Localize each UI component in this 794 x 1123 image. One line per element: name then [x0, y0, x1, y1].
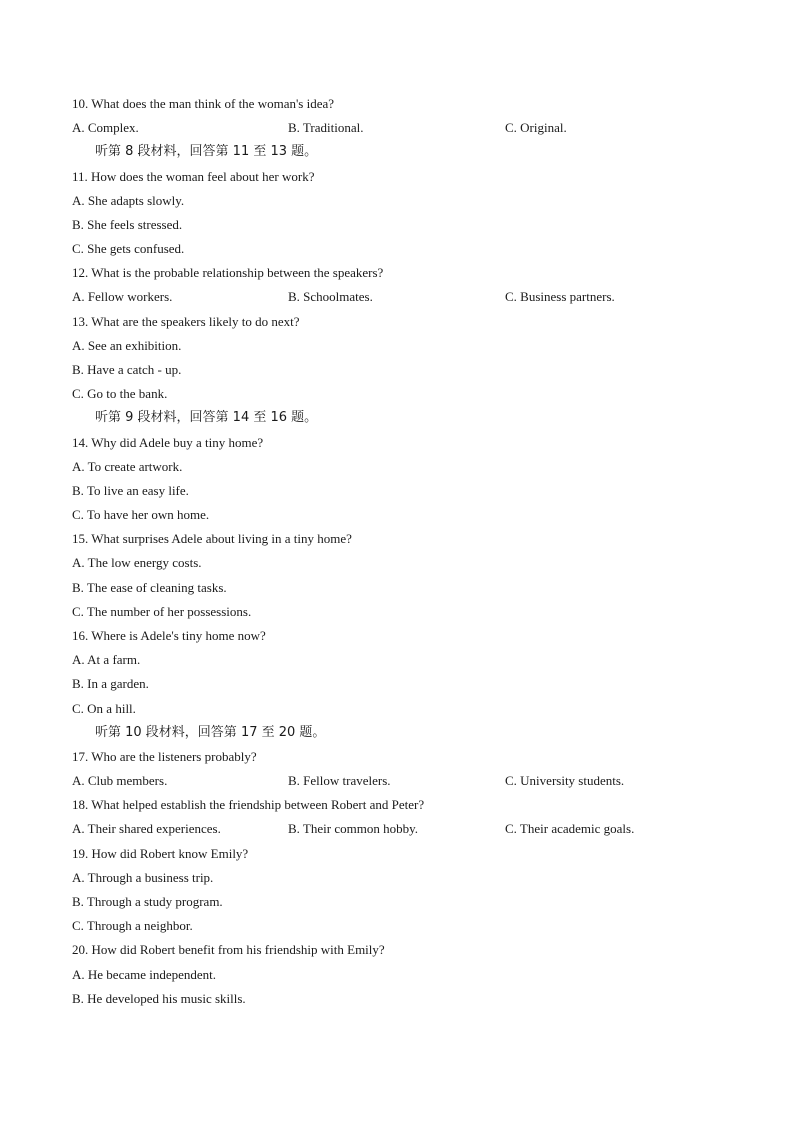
answer-option: A. See an exhibition. — [72, 337, 182, 353]
answer-option: C. To have her own home. — [72, 507, 210, 523]
question-text: 17. Who are the listeners probably? — [72, 748, 257, 764]
answer-option: B. In a garden. — [72, 676, 149, 692]
answer-option: B. Fellow travelers. — [288, 773, 391, 788]
question-text: 16. Where is Adele's tiny home now? — [72, 628, 266, 643]
question-text: 19. How did Robert know Emily? — [72, 845, 249, 861]
answer-option: B. She feels stressed. — [72, 216, 183, 232]
question-text: 18. What helped establish the friendship between Robert and Peter? — [72, 797, 425, 813]
answer-option: A. Fellow workers. — [72, 289, 173, 305]
question-text: 20. How did Robert benefit from his friendship with Emily? — [72, 942, 385, 958]
answer-option: B. Schoolmates. — [288, 289, 373, 305]
section-heading: 听第 10 段材料，回答第 17 至 20 题。 — [95, 724, 326, 740]
section-heading: 听第 9 段材料，回答第 14 至 16 题。 — [95, 410, 318, 426]
question-text: 15. What surprises Adele about living in a tiny home? — [72, 531, 352, 547]
question-text: 13. What are the speakers likely to do next? — [72, 313, 300, 329]
question-text: 11. How does the woman feel about her work? — [72, 168, 315, 184]
answer-option: B. Their common hobby. — [288, 821, 418, 837]
answer-option: A. Through a business trip. — [72, 869, 214, 885]
answer-option: A. At a farm. — [72, 652, 141, 668]
answer-option: A. Complex. — [72, 120, 139, 136]
answer-option: C. Through a neighbor. — [72, 918, 193, 934]
answer-option: B. He developed his music skills. — [72, 990, 246, 1006]
question-text: 14. Why did Adele buy a tiny home? — [72, 434, 264, 450]
answer-option: B. To live an easy life. — [72, 482, 189, 498]
answer-option: B. Traditional. — [288, 120, 364, 136]
question-text: 12. What is the probable relationship between the speakers? — [72, 265, 384, 281]
answer-option: B. Through a study program. — [72, 893, 223, 909]
answer-option: C. Go to the bank. — [72, 386, 168, 402]
answer-option: B. The ease of cleaning tasks. — [72, 579, 227, 595]
answer-option: C. University students. — [505, 773, 625, 788]
answer-option: C. Business partners. — [505, 289, 615, 305]
answer-option: A. Their shared experiences. — [72, 821, 221, 837]
answer-option: A. She adapts slowly. — [72, 192, 185, 208]
answer-option: C. The number of her possessions. — [72, 603, 252, 619]
answer-option: A. The low energy costs. — [72, 555, 202, 571]
section-heading: 听第 8 段材料，回答第 11 至 13 题。 — [95, 144, 318, 160]
answer-option: C. Original. — [505, 120, 567, 136]
answer-option: B. Have a catch - up. — [72, 362, 182, 377]
answer-option: A. Club members. — [72, 773, 168, 788]
answer-option: C. She gets confused. — [72, 241, 185, 257]
answer-option: C. Their academic goals. — [505, 821, 635, 837]
answer-option: C. On a hill. — [72, 700, 136, 716]
answer-option: A. To create artwork. — [72, 458, 183, 474]
answer-option: A. He became independent. — [72, 966, 217, 982]
question-text: 10. What does the man think of the woman's idea? — [72, 96, 335, 111]
